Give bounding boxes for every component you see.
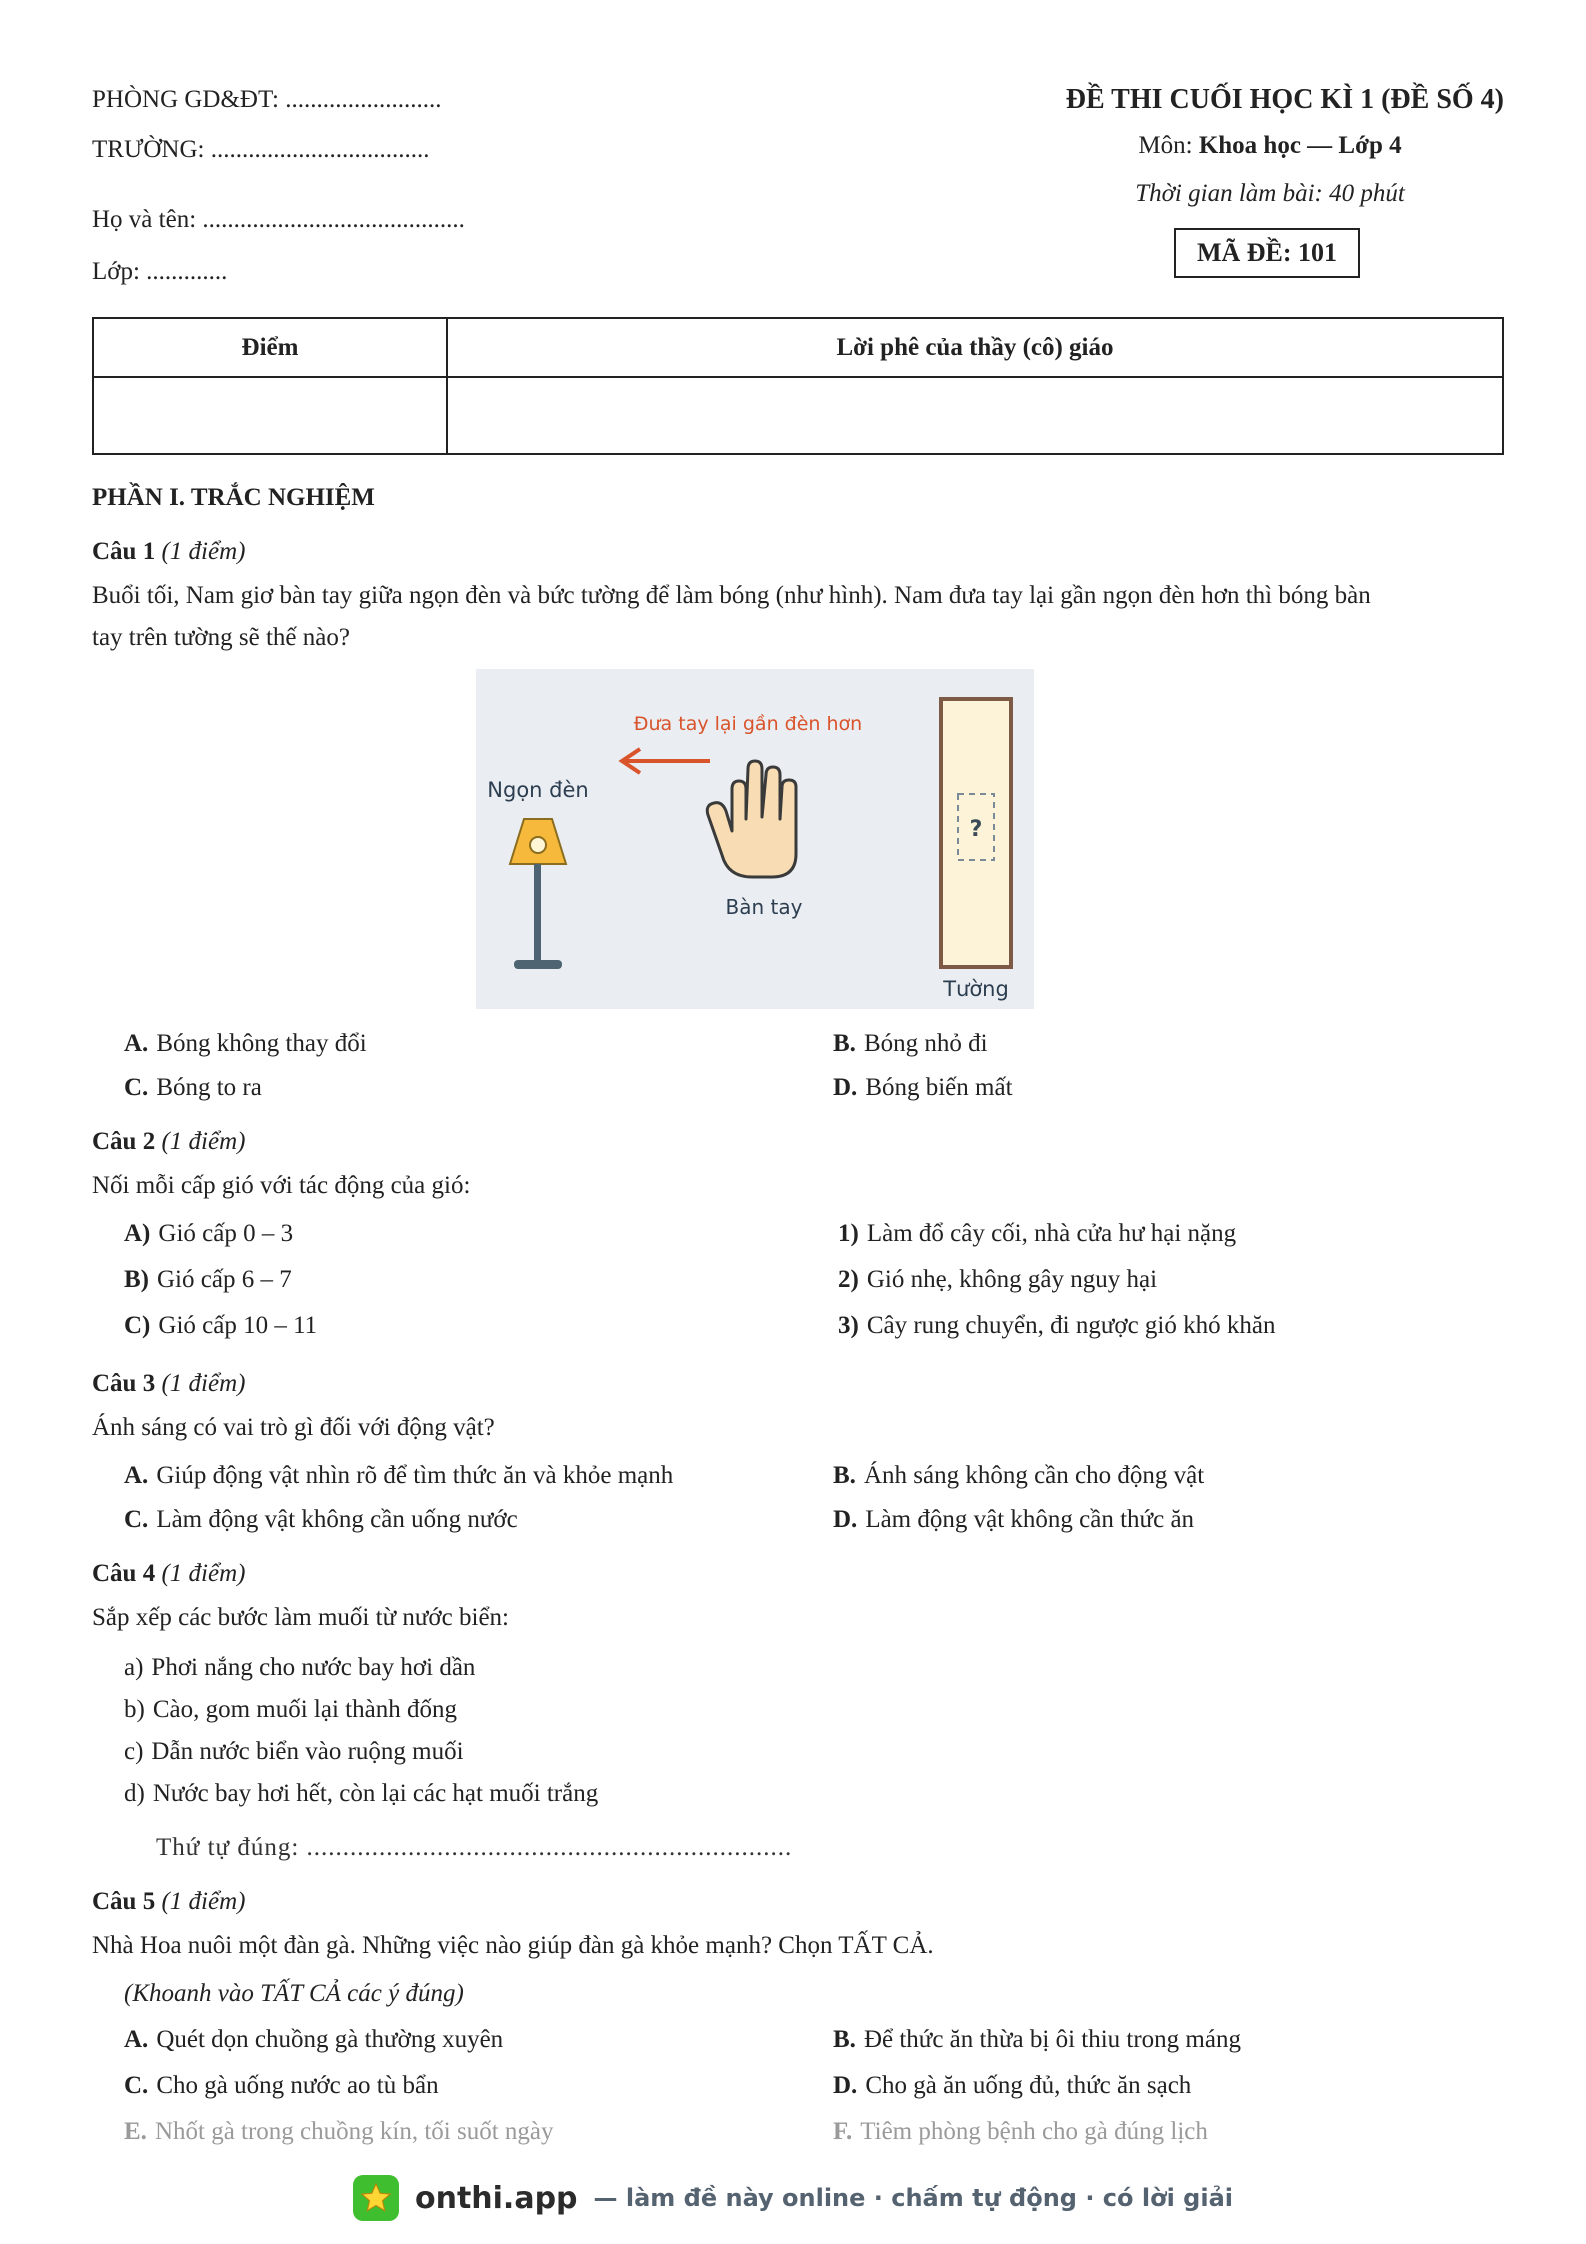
- grade-header: Điểm: [93, 318, 447, 377]
- q1-text-line2: tay trên tường sẽ thế nào?: [92, 624, 350, 651]
- item-text: Làm đổ cây cối, nhà cửa hư hại nặng: [866, 1220, 1237, 1247]
- comment-header: Lời phê của thầy (cô) giáo: [447, 318, 1503, 377]
- q1-heading: [92, 538, 245, 566]
- q4-answer-line[interactable]: Thứ tự đúng: ...................................................................: [156, 1834, 793, 1861]
- wall-label: Tường: [943, 977, 1009, 1001]
- q5-option-d[interactable]: [833, 2072, 1191, 2100]
- option-key: C.: [124, 1506, 149, 1533]
- q1-points: (1 điểm): [161, 538, 246, 565]
- step-key: c): [124, 1738, 144, 1765]
- comment-cell[interactable]: [447, 377, 1503, 454]
- shadow-diagram: [476, 669, 1034, 1009]
- option-text: Ánh sáng không cần cho động vật: [863, 1462, 1205, 1489]
- onthi-logo: [353, 2175, 399, 2221]
- step-text: Nước bay hơi hết, còn lại các hạt muối trắng: [152, 1780, 599, 1807]
- q2-heading: [92, 1128, 245, 1156]
- option-text: Để thức ăn thừa bị ôi thiu trong máng: [863, 2026, 1241, 2053]
- arrow-label: Đưa tay lại gần đèn hơn: [633, 713, 863, 735]
- option-text: Bóng biến mất: [865, 1074, 1013, 1101]
- option-key: A.: [124, 1030, 149, 1057]
- option-key: C.: [124, 1074, 149, 1101]
- q2-points: (1 điểm): [161, 1128, 246, 1155]
- q1-option-a[interactable]: [124, 1030, 367, 1058]
- q1-option-c[interactable]: [124, 1074, 262, 1102]
- q4-heading: [92, 1560, 245, 1588]
- q4-text: Sắp xếp các bước làm muối từ nước biển:: [92, 1604, 509, 1631]
- grade-table: [92, 317, 1504, 455]
- q3-option-d[interactable]: [833, 1506, 1194, 1534]
- item-key: 2): [838, 1266, 859, 1293]
- option-key: D.: [833, 1506, 858, 1533]
- q4-step-c: [124, 1738, 464, 1766]
- q2-right-2[interactable]: [838, 1266, 1157, 1294]
- option-key: C.: [124, 2072, 149, 2099]
- subject-prefix: Môn:: [1138, 132, 1199, 159]
- q3-option-b[interactable]: [833, 1462, 1204, 1490]
- exam-code-badge: MÃ ĐỀ: 101: [1174, 228, 1360, 278]
- q2-left-a[interactable]: [124, 1220, 293, 1248]
- lamp-label: Ngọn đèn: [487, 778, 589, 802]
- q3-heading: [92, 1370, 245, 1398]
- section-title: PHẦN I. TRẮC NGHIỆM: [92, 484, 375, 511]
- option-text: Nhốt gà trong chuồng kín, tối suốt ngày: [154, 2118, 554, 2145]
- step-text: Dẫn nước biển vào ruộng muối: [151, 1738, 464, 1765]
- option-text: Làm động vật không cần uống nước: [156, 1506, 518, 1533]
- q5-option-b[interactable]: [833, 2026, 1241, 2054]
- item-text: Gió cấp 0 – 3: [158, 1220, 294, 1247]
- subject-line: [1070, 132, 1470, 160]
- exam-title: ĐỀ THI CUỐI HỌC KÌ 1 (ĐỀ SỐ 4): [1065, 84, 1504, 115]
- item-key: 1): [838, 1220, 859, 1247]
- option-text: Cho gà ăn uống đủ, thức ăn sạch: [865, 2072, 1192, 2099]
- option-key: A.: [124, 2026, 149, 2053]
- footer-tagline: — làm đề này online · chấm tự động · có lời giải: [593, 2184, 1233, 2212]
- q1-label: Câu 1: [92, 538, 156, 565]
- option-text: Bóng to ra: [156, 1074, 262, 1101]
- q5-label: Câu 5: [92, 1888, 156, 1915]
- q2-right-1[interactable]: [838, 1220, 1236, 1248]
- q5-option-f[interactable]: [833, 2118, 1208, 2146]
- item-key: A): [124, 1220, 151, 1247]
- dept-field: PHÒNG GD&ĐT: .........................: [92, 86, 442, 113]
- option-key: B.: [833, 1030, 856, 1057]
- option-text: Tiêm phòng bệnh cho gà đúng lịch: [860, 2118, 1208, 2145]
- item-text: Gió cấp 10 – 11: [158, 1312, 318, 1339]
- q3-points: (1 điểm): [161, 1370, 246, 1397]
- q5-hint: (Khoanh vào TẤT CẢ các ý đúng): [124, 1980, 464, 2007]
- q4-step-d: [124, 1780, 598, 1808]
- q3-option-a[interactable]: [124, 1462, 673, 1490]
- grade-cell[interactable]: [93, 377, 447, 454]
- q5-points: (1 điểm): [161, 1888, 246, 1915]
- unknown-shadow-mark: ?: [969, 817, 983, 842]
- q5-option-e[interactable]: [124, 2118, 554, 2146]
- q4-step-b: [124, 1696, 457, 1724]
- q1-option-b[interactable]: [833, 1030, 988, 1058]
- hand-label: Bàn tay: [725, 895, 803, 919]
- q1-text-line1: Buổi tối, Nam giơ bàn tay giữa ngọn đèn và bức tường để làm bóng (như hình). Nam đưa tay lại gần ngọn đèn hơn thì bóng bàn: [92, 582, 1371, 609]
- q4-points: (1 điểm): [161, 1560, 246, 1587]
- subject-name: Khoa học — Lớp 4: [1198, 132, 1402, 159]
- q3-option-c[interactable]: [124, 1506, 518, 1534]
- option-key: B.: [833, 2026, 856, 2053]
- brand-name[interactable]: onthi.app: [414, 2180, 578, 2216]
- q5-text: Nhà Hoa nuôi một đàn gà. Những việc nào giúp đàn gà khỏe mạnh? Chọn TẤT CẢ.: [92, 1932, 934, 1959]
- exam-time: Thời gian làm bài: 40 phút: [1135, 180, 1405, 207]
- q1-option-d[interactable]: [833, 1074, 1013, 1102]
- q3-label: Câu 3: [92, 1370, 156, 1397]
- q3-text: Ánh sáng có vai trò gì đối với động vật?: [92, 1414, 495, 1441]
- step-text: Phơi nắng cho nước bay hơi dần: [151, 1654, 476, 1681]
- option-key: D.: [833, 1074, 858, 1101]
- q5-heading: [92, 1888, 245, 1916]
- item-text: Gió nhẹ, không gây nguy hại: [866, 1266, 1158, 1293]
- q5-option-c[interactable]: [124, 2072, 439, 2100]
- star-icon: [359, 2181, 393, 2215]
- q2-text: Nối mỗi cấp gió với tác động của gió:: [92, 1172, 471, 1199]
- option-key: B.: [833, 1462, 856, 1489]
- option-text: Quét dọn chuồng gà thường xuyên: [156, 2026, 504, 2053]
- step-key: a): [124, 1654, 144, 1681]
- option-key: E.: [124, 2118, 147, 2145]
- q2-left-b[interactable]: [124, 1266, 292, 1294]
- item-key: B): [124, 1266, 149, 1293]
- item-text: Gió cấp 6 – 7: [157, 1266, 292, 1293]
- step-key: b): [124, 1696, 145, 1723]
- option-text: Làm động vật không cần thức ăn: [865, 1506, 1195, 1533]
- q2-right-3[interactable]: [838, 1312, 1275, 1340]
- q4-label: Câu 4: [92, 1560, 156, 1587]
- footer-banner[interactable]: [0, 2168, 1586, 2228]
- school-field: TRƯỜNG: ...................................: [92, 136, 430, 163]
- option-text: Bóng không thay đổi: [156, 1030, 367, 1057]
- q5-option-a[interactable]: [124, 2026, 503, 2054]
- q4-step-a: [124, 1654, 475, 1682]
- q2-label: Câu 2: [92, 1128, 156, 1155]
- step-key: d): [124, 1780, 145, 1807]
- item-text: Cây rung chuyển, đi ngược gió khó khăn: [866, 1312, 1276, 1339]
- step-text: Cào, gom muối lại thành đống: [152, 1696, 457, 1723]
- item-key: 3): [838, 1312, 859, 1339]
- option-text: Giúp động vật nhìn rõ để tìm thức ăn và khỏe mạnh: [156, 1462, 674, 1489]
- option-text: Bóng nhỏ đi: [863, 1030, 988, 1057]
- q2-left-c[interactable]: [124, 1312, 317, 1340]
- student-name-field: Họ và tên: ..........................................: [92, 206, 465, 233]
- class-field: Lớp: .............: [92, 258, 228, 285]
- option-key: F.: [833, 2118, 853, 2145]
- option-text: Cho gà uống nước ao tù bẩn: [156, 2072, 439, 2099]
- option-key: D.: [833, 2072, 858, 2099]
- option-key: A.: [124, 1462, 149, 1489]
- item-key: C): [124, 1312, 151, 1339]
